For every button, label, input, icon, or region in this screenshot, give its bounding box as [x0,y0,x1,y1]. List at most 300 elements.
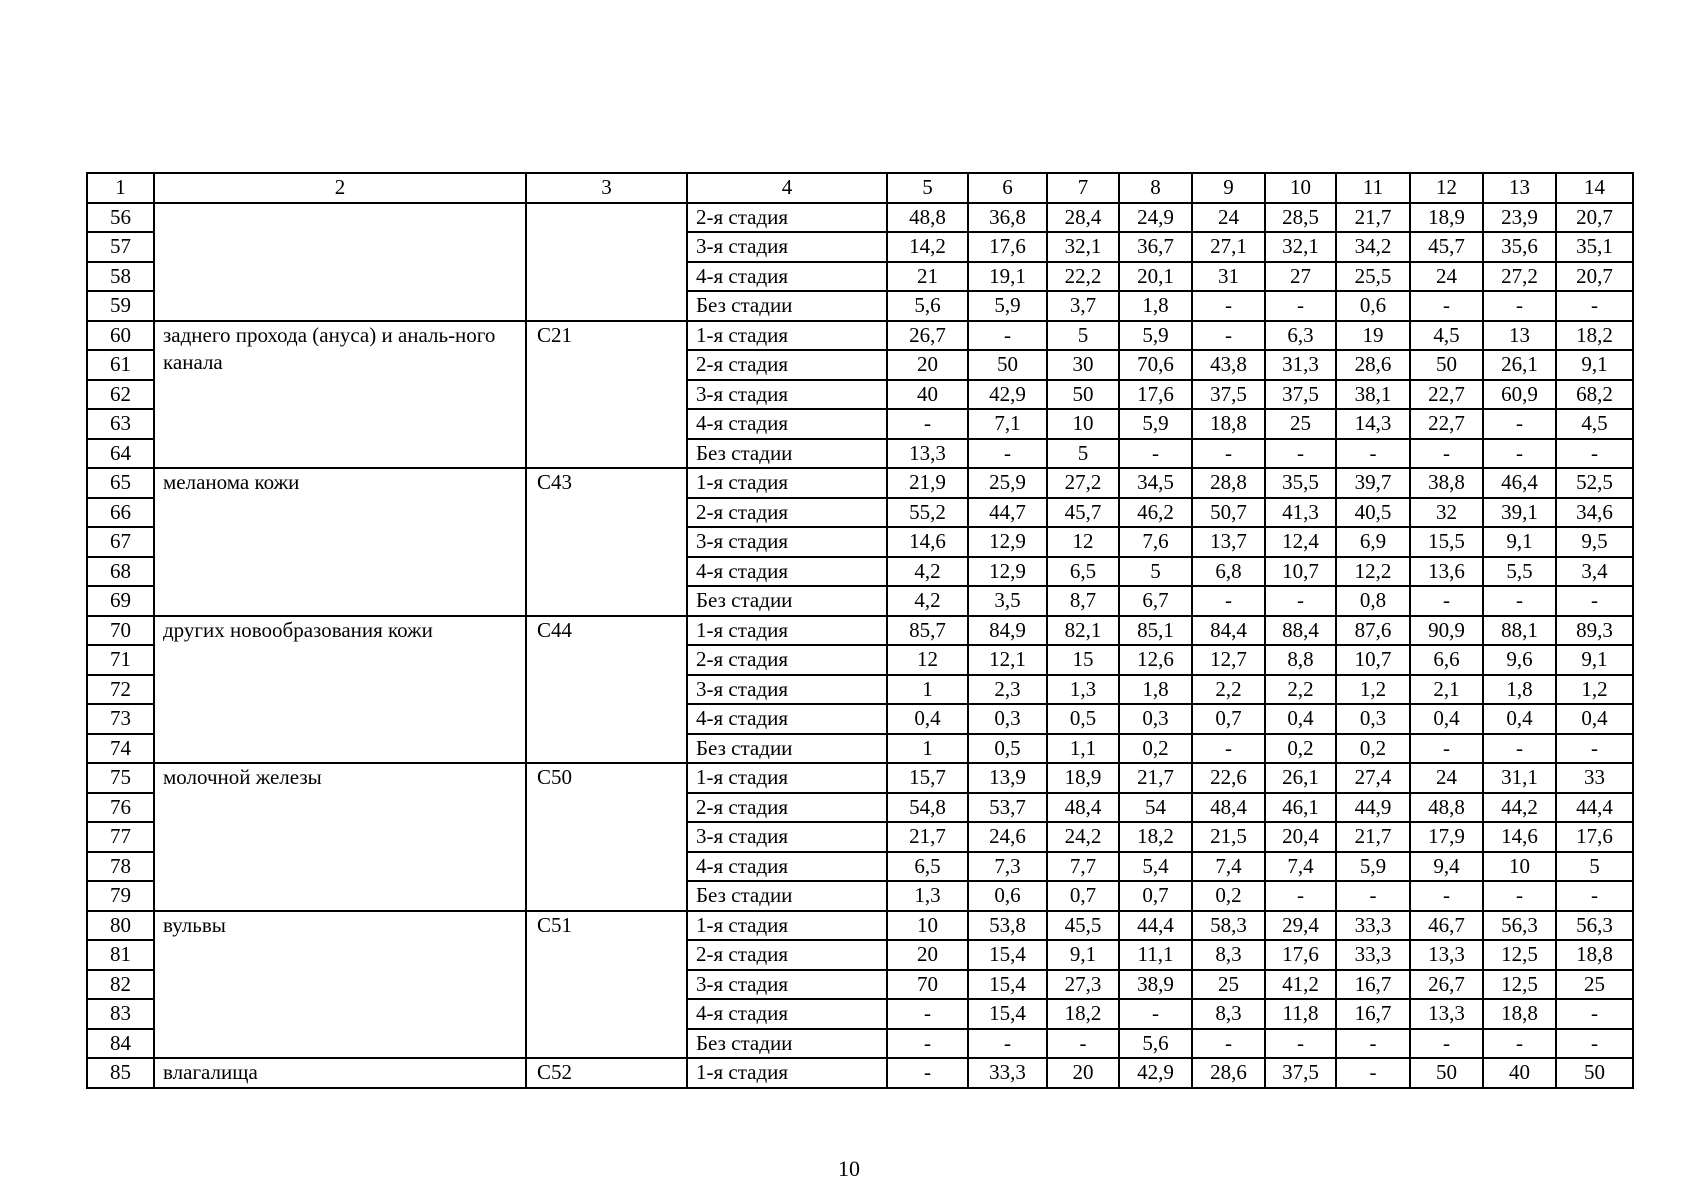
value-cell: 48,8 [887,203,968,233]
value-cell: 29,4 [1265,911,1336,941]
icd-code: C21 [526,321,687,469]
value-cell: 0,2 [1336,734,1410,764]
value-cell: 39,1 [1483,498,1556,528]
value-cell: 44,2 [1483,793,1556,823]
value-cell: 13,3 [1410,940,1483,970]
value-cell: 27,2 [1483,262,1556,292]
value-cell: 53,7 [968,793,1047,823]
value-cell: 18,2 [1119,822,1192,852]
stage-label: Без стадии [687,586,887,616]
value-cell: 21,7 [1336,203,1410,233]
value-cell: - [887,1029,968,1059]
stage-label: 1-я стадия [687,1058,887,1088]
icd-code: C51 [526,911,687,1059]
column-header: 2 [154,173,526,203]
stage-label: 2-я стадия [687,203,887,233]
value-cell: 20,1 [1119,262,1192,292]
stage-label: Без стадии [687,1029,887,1059]
value-cell: 70 [887,970,968,1000]
value-cell: 18,8 [1483,999,1556,1029]
value-cell: 50 [1410,350,1483,380]
value-cell: 25 [1556,970,1633,1000]
value-cell: 13,9 [968,763,1047,793]
column-header: 13 [1483,173,1556,203]
column-header: 3 [526,173,687,203]
value-cell: 6,5 [1047,557,1119,587]
value-cell: 87,6 [1336,616,1410,646]
value-cell: 7,4 [1192,852,1265,882]
value-cell: - [1556,734,1633,764]
stage-label: 4-я стадия [687,999,887,1029]
value-cell: 18,8 [1192,409,1265,439]
value-cell: 50 [1047,380,1119,410]
value-cell: 17,9 [1410,822,1483,852]
value-cell: 25 [1265,409,1336,439]
value-cell: 22,6 [1192,763,1265,793]
table-row [87,616,1633,646]
column-header: 11 [1336,173,1410,203]
value-cell: - [1265,586,1336,616]
value-cell: 18,9 [1047,763,1119,793]
row-number: 67 [87,527,154,557]
value-cell: 0,3 [1119,704,1192,734]
value-cell: 6,6 [1410,645,1483,675]
value-cell: 12,5 [1483,940,1556,970]
value-cell: 1,2 [1556,675,1633,705]
icd-code: C44 [526,616,687,764]
value-cell: 36,8 [968,203,1047,233]
row-number: 60 [87,321,154,351]
value-cell: - [1410,734,1483,764]
value-cell: 28,5 [1265,203,1336,233]
value-cell: 3,7 [1047,291,1119,321]
value-cell: 0,3 [1336,704,1410,734]
value-cell: 24,9 [1119,203,1192,233]
value-cell: 12,5 [1483,970,1556,1000]
stage-label: 3-я стадия [687,380,887,410]
value-cell: 27,1 [1192,232,1265,262]
value-cell: 34,5 [1119,468,1192,498]
value-cell: 28,6 [1336,350,1410,380]
value-cell: 33,3 [968,1058,1047,1088]
value-cell: 8,8 [1265,645,1336,675]
value-cell: 32 [1410,498,1483,528]
value-cell: 0,5 [968,734,1047,764]
column-header: 4 [687,173,887,203]
row-number: 65 [87,468,154,498]
value-cell: - [1336,1029,1410,1059]
value-cell: 5,6 [1119,1029,1192,1059]
value-cell: 20 [887,940,968,970]
value-cell: 9,1 [1483,527,1556,557]
column-header: 12 [1410,173,1483,203]
localization-name: других новообразования кожи [154,616,526,764]
value-cell: 15,4 [968,970,1047,1000]
value-cell: 11,8 [1265,999,1336,1029]
value-cell: 23,9 [1483,203,1556,233]
value-cell: 0,4 [1483,704,1556,734]
value-cell: 45,7 [1410,232,1483,262]
row-number: 77 [87,822,154,852]
value-cell: 24 [1410,262,1483,292]
value-cell: 12,1 [968,645,1047,675]
stage-label: Без стадии [687,439,887,469]
icd-code [526,203,687,321]
value-cell: - [968,439,1047,469]
value-cell: 21 [887,262,968,292]
value-cell: 68,2 [1556,380,1633,410]
value-cell: 55,2 [887,498,968,528]
value-cell: 56,3 [1556,911,1633,941]
localization-name: меланома кожи [154,468,526,616]
row-number: 73 [87,704,154,734]
value-cell: 46,1 [1265,793,1336,823]
value-cell: 35,6 [1483,232,1556,262]
row-number: 79 [87,881,154,911]
value-cell: 13,3 [887,439,968,469]
value-cell: 24,2 [1047,822,1119,852]
row-number: 58 [87,262,154,292]
value-cell: - [1336,439,1410,469]
value-cell: 48,8 [1410,793,1483,823]
value-cell: 37,5 [1265,380,1336,410]
value-cell: - [1556,1029,1633,1059]
value-cell: - [1265,291,1336,321]
value-cell: - [1336,1058,1410,1088]
value-cell: 0,7 [1192,704,1265,734]
value-cell: 48,4 [1192,793,1265,823]
value-cell: 7,6 [1119,527,1192,557]
value-cell: 46,4 [1483,468,1556,498]
value-cell: 33 [1556,763,1633,793]
value-cell: 10 [1047,409,1119,439]
value-cell: 37,5 [1265,1058,1336,1088]
value-cell: 4,5 [1556,409,1633,439]
icd-code: C43 [526,468,687,616]
value-cell: 18,2 [1556,321,1633,351]
value-cell: 50,7 [1192,498,1265,528]
column-header: 6 [968,173,1047,203]
value-cell: 20,7 [1556,203,1633,233]
value-cell: 34,2 [1336,232,1410,262]
value-cell: 25 [1192,970,1265,1000]
value-cell: - [1410,881,1483,911]
value-cell: 4,2 [887,586,968,616]
row-number: 62 [87,380,154,410]
value-cell: 21,7 [887,822,968,852]
row-number: 85 [87,1058,154,1088]
value-cell: 19,1 [968,262,1047,292]
value-cell: 13,3 [1410,999,1483,1029]
stage-label: 2-я стадия [687,793,887,823]
value-cell: 82,1 [1047,616,1119,646]
value-cell: 27,2 [1047,468,1119,498]
value-cell: 2,2 [1192,675,1265,705]
row-number: 59 [87,291,154,321]
row-number: 84 [87,1029,154,1059]
value-cell: 21,5 [1192,822,1265,852]
value-cell: - [1119,999,1192,1029]
value-cell: - [1483,409,1556,439]
value-cell: 60,9 [1483,380,1556,410]
value-cell: 1,8 [1119,291,1192,321]
value-cell: 58,3 [1192,911,1265,941]
value-cell: 0,3 [968,704,1047,734]
table-row [87,763,1633,793]
value-cell: 9,1 [1556,350,1633,380]
value-cell: 0,4 [887,704,968,734]
value-cell: 1 [887,675,968,705]
value-cell: 22,2 [1047,262,1119,292]
value-cell: 90,9 [1410,616,1483,646]
stage-label: 1-я стадия [687,468,887,498]
value-cell: 6,5 [887,852,968,882]
value-cell: - [968,1029,1047,1059]
localization-name: заднего прохода (ануса) и аналь-ного канала [154,321,526,469]
value-cell: 1,3 [1047,675,1119,705]
row-number: 64 [87,439,154,469]
value-cell: 50 [1556,1058,1633,1088]
value-cell: 26,7 [887,321,968,351]
value-cell: 0,5 [1047,704,1119,734]
value-cell: 0,6 [1336,291,1410,321]
value-cell: 15,5 [1410,527,1483,557]
value-cell: 4,5 [1410,321,1483,351]
value-cell: 13,6 [1410,557,1483,587]
value-cell: 44,4 [1556,793,1633,823]
value-cell: 12,9 [968,527,1047,557]
value-cell: 18,2 [1047,999,1119,1029]
stage-label: 3-я стадия [687,675,887,705]
value-cell: 4,2 [887,557,968,587]
value-cell: 27 [1265,262,1336,292]
value-cell: 14,6 [887,527,968,557]
value-cell: 38,8 [1410,468,1483,498]
value-cell: - [1192,586,1265,616]
value-cell: 14,6 [1483,822,1556,852]
value-cell: 17,6 [1265,940,1336,970]
value-cell: 88,4 [1265,616,1336,646]
value-cell: 12 [887,645,968,675]
value-cell: 15,4 [968,999,1047,1029]
row-number: 63 [87,409,154,439]
value-cell: 50 [1410,1058,1483,1088]
value-cell: - [1410,439,1483,469]
stage-label: 2-я стадия [687,940,887,970]
value-cell: 1,2 [1336,675,1410,705]
row-number: 76 [87,793,154,823]
value-cell: 6,9 [1336,527,1410,557]
value-cell: - [1192,291,1265,321]
value-cell: - [887,409,968,439]
value-cell: - [1483,1029,1556,1059]
icd-code: C50 [526,763,687,911]
value-cell: 45,5 [1047,911,1119,941]
value-cell: - [1483,734,1556,764]
value-cell: 42,9 [1119,1058,1192,1088]
value-cell: 56,3 [1483,911,1556,941]
value-cell: 1,8 [1483,675,1556,705]
value-cell: 54,8 [887,793,968,823]
localization-name: влагалища [154,1058,526,1088]
value-cell: 0,8 [1336,586,1410,616]
value-cell: 46,2 [1119,498,1192,528]
value-cell: 17,6 [1556,822,1633,852]
value-cell: 1,1 [1047,734,1119,764]
value-cell: 27,3 [1047,970,1119,1000]
value-cell: 7,1 [968,409,1047,439]
column-header: 8 [1119,173,1192,203]
value-cell: 28,4 [1047,203,1119,233]
value-cell: 6,3 [1265,321,1336,351]
value-cell: - [1556,881,1633,911]
stage-label: Без стадии [687,291,887,321]
localization-name [154,203,526,321]
value-cell: 13 [1483,321,1556,351]
value-cell: 1 [887,734,968,764]
value-cell: 8,3 [1192,999,1265,1029]
value-cell: 85,7 [887,616,968,646]
column-header: 9 [1192,173,1265,203]
value-cell: 41,2 [1265,970,1336,1000]
value-cell: 2,2 [1265,675,1336,705]
value-cell: - [1556,586,1633,616]
stage-label: 2-я стадия [687,350,887,380]
value-cell: 13,7 [1192,527,1265,557]
table-row [87,1058,1633,1088]
column-header: 1 [87,173,154,203]
value-cell: 5,9 [968,291,1047,321]
value-cell: 32,1 [1265,232,1336,262]
value-cell: 0,4 [1265,704,1336,734]
value-cell: - [1336,881,1410,911]
stage-label: 2-я стадия [687,645,887,675]
row-number: 69 [87,586,154,616]
value-cell: 44,9 [1336,793,1410,823]
value-cell: 6,7 [1119,586,1192,616]
data-table-container [86,172,1634,1089]
value-cell: 24,6 [968,822,1047,852]
row-number: 56 [87,203,154,233]
value-cell: 84,9 [968,616,1047,646]
table-row [87,911,1633,941]
value-cell: 43,8 [1192,350,1265,380]
value-cell: - [1119,439,1192,469]
value-cell: 39,7 [1336,468,1410,498]
value-cell: 5,5 [1483,557,1556,587]
value-cell: 10 [887,911,968,941]
value-cell: 12,6 [1119,645,1192,675]
value-cell: 42,9 [968,380,1047,410]
value-cell: 0,4 [1410,704,1483,734]
value-cell: 0,4 [1556,704,1633,734]
value-cell: - [1556,439,1633,469]
value-cell: 31,1 [1483,763,1556,793]
value-cell: 31 [1192,262,1265,292]
row-number: 80 [87,911,154,941]
value-cell: 7,4 [1265,852,1336,882]
value-cell: - [1556,999,1633,1029]
column-header: 14 [1556,173,1633,203]
column-header: 10 [1265,173,1336,203]
value-cell: - [1192,1029,1265,1059]
value-cell: - [1410,1029,1483,1059]
icd-code: C52 [526,1058,687,1088]
value-cell: 37,5 [1192,380,1265,410]
value-cell: 21,7 [1119,763,1192,793]
row-number: 70 [87,616,154,646]
value-cell: - [1483,881,1556,911]
value-cell: 0,7 [1047,881,1119,911]
value-cell: 20,7 [1556,262,1633,292]
value-cell: 12,7 [1192,645,1265,675]
value-cell: 15,4 [968,940,1047,970]
value-cell: 3,4 [1556,557,1633,587]
value-cell: 35,5 [1265,468,1336,498]
value-cell: 38,9 [1119,970,1192,1000]
value-cell: 6,8 [1192,557,1265,587]
value-cell: 53,8 [968,911,1047,941]
value-cell: 32,1 [1047,232,1119,262]
value-cell: 44,4 [1119,911,1192,941]
value-cell: - [1265,1029,1336,1059]
value-cell: 5,4 [1119,852,1192,882]
stage-label: 4-я стадия [687,704,887,734]
value-cell: 21,9 [887,468,968,498]
value-cell: 70,6 [1119,350,1192,380]
value-cell: 0,2 [1265,734,1336,764]
value-cell: 84,4 [1192,616,1265,646]
stage-label: 3-я стадия [687,232,887,262]
value-cell: 9,4 [1410,852,1483,882]
stage-label: Без стадии [687,734,887,764]
value-cell: 20,4 [1265,822,1336,852]
value-cell: 20 [887,350,968,380]
row-number: 68 [87,557,154,587]
value-cell: 14,2 [887,232,968,262]
value-cell: 24 [1410,763,1483,793]
value-cell: - [1047,1029,1119,1059]
value-cell: 28,6 [1192,1058,1265,1088]
stage-label: 4-я стадия [687,262,887,292]
value-cell: 44,7 [968,498,1047,528]
value-cell: 1,3 [887,881,968,911]
column-header: 5 [887,173,968,203]
value-cell: - [887,1058,968,1088]
stage-label: 1-я стадия [687,616,887,646]
value-cell: 8,7 [1047,586,1119,616]
value-cell: - [1483,439,1556,469]
value-cell: 5 [1556,852,1633,882]
value-cell: 5,9 [1336,852,1410,882]
column-header: 7 [1047,173,1119,203]
value-cell: 17,6 [968,232,1047,262]
localization-name: молочной железы [154,763,526,911]
row-number: 72 [87,675,154,705]
value-cell: 21,7 [1336,822,1410,852]
value-cell: 5 [1047,321,1119,351]
value-cell: 40 [1483,1058,1556,1088]
stage-label: 2-я стадия [687,498,887,528]
value-cell: 12,4 [1265,527,1336,557]
value-cell: - [1192,321,1265,351]
value-cell: 19 [1336,321,1410,351]
value-cell: - [1483,586,1556,616]
value-cell: 5,6 [887,291,968,321]
stage-label: 4-я стадия [687,852,887,882]
row-number: 78 [87,852,154,882]
value-cell: 18,8 [1556,940,1633,970]
